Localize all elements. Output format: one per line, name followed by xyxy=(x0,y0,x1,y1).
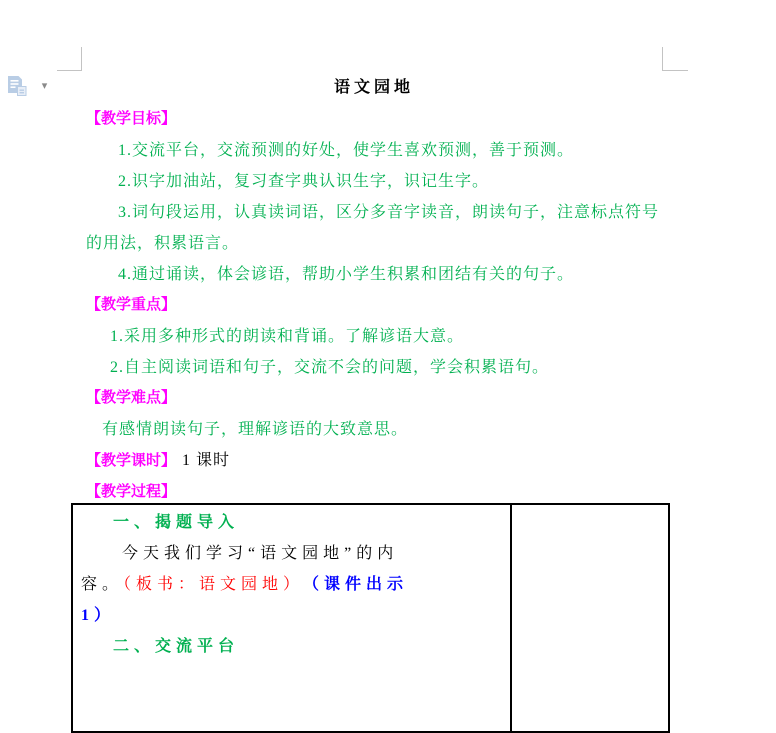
intro-line-2-black: 容。 xyxy=(81,576,124,593)
courseware-note-part2: 1） xyxy=(81,607,116,624)
process-table xyxy=(71,503,670,733)
key-point-item-1: 1.采用多种形式的朗读和背诵。了解谚语大意。 xyxy=(110,328,465,345)
objective-item-2: 2.识字加油站，复习查字典认识生字，识记生字。 xyxy=(118,173,490,190)
text-boundary-mark-top-left-vertical xyxy=(81,47,82,71)
document-title: 语文园地 xyxy=(333,79,414,96)
objective-item-4: 4.通过诵读，体会谚语，帮助小学生积累和团结有关的句子。 xyxy=(118,266,575,283)
courseware-note-part1: （课件出示 xyxy=(311,576,409,593)
class-hours-value: 1 课时 xyxy=(182,452,231,469)
paste-options-button[interactable] xyxy=(7,74,51,100)
step-2-heading: 二、交流平台 xyxy=(113,638,240,655)
objective-item-1: 1.交流平台，交流预测的好处，使学生喜欢预测，善于预测。 xyxy=(118,142,575,159)
text-boundary-mark-top-left-horizontal xyxy=(57,70,82,71)
process-table-right-cell xyxy=(512,505,668,731)
intro-line-2 xyxy=(81,569,502,600)
intro-line-1: 今天我们学习“语文园地”的内 xyxy=(122,545,399,562)
board-note: （板书：语文园地） xyxy=(123,576,305,593)
key-point-item-2: 2.自主阅读词语和句子，交流不会的问题，学会积累语句。 xyxy=(110,359,550,376)
section-heading-objectives: 【教学目标】 xyxy=(86,111,177,127)
section-heading-class-hours: 【教学课时】 xyxy=(86,453,177,469)
section-heading-key-points: 【教学重点】 xyxy=(86,297,177,313)
paste-options-dropdown-icon[interactable]: ▾ xyxy=(41,79,48,92)
text-boundary-mark-top-right-vertical xyxy=(662,47,663,71)
step-1-heading: 一、揭题导入 xyxy=(113,514,240,531)
difficulties-body: 有感情朗读句子，理解谚语的大致意思。 xyxy=(102,421,409,438)
document-body xyxy=(86,104,662,508)
text-boundary-mark-top-right-horizontal xyxy=(662,70,688,71)
section-heading-process: 【教学过程】 xyxy=(86,484,177,500)
section-heading-difficulties: 【教学难点】 xyxy=(86,390,177,406)
process-table-left-cell xyxy=(73,505,512,731)
objective-item-3: 3.词句段运用，认真读词语，区分多音字读音，朗读句子，注意标点符号的用法，积累语言。 xyxy=(86,204,660,252)
class-hours-line xyxy=(86,445,662,477)
